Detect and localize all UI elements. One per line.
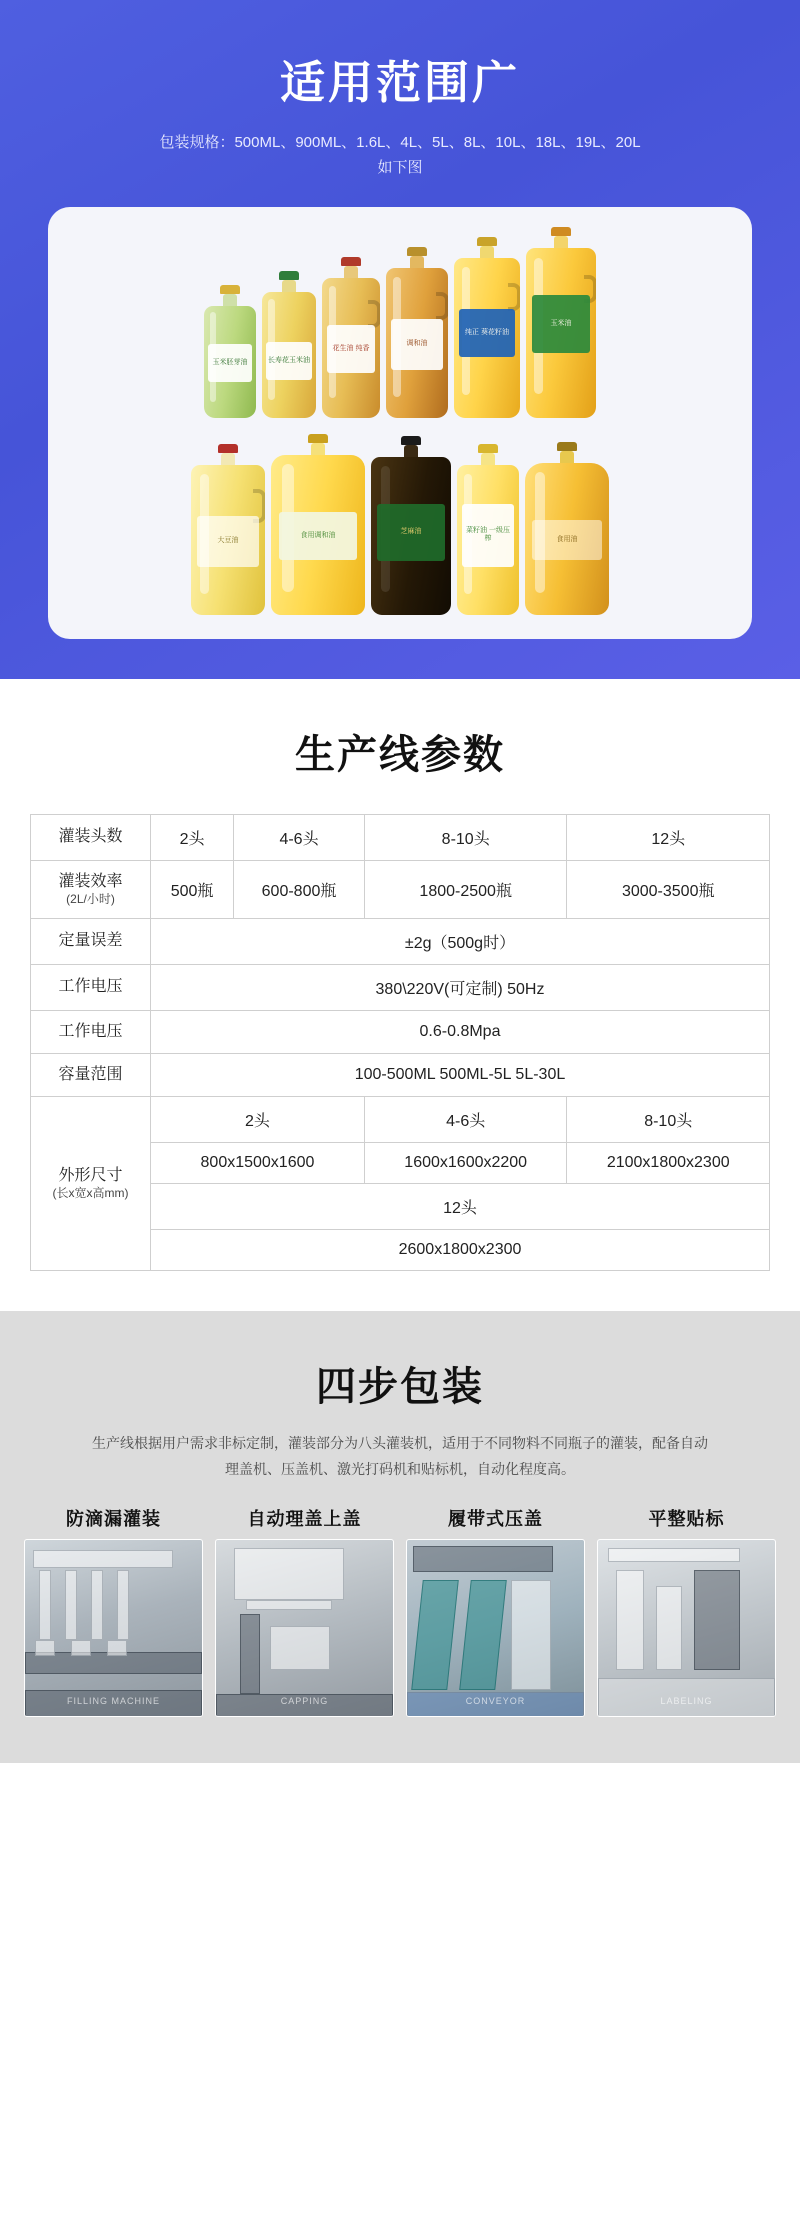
step-label-row: [24, 1505, 776, 1531]
bottle-20l-rapeseed: [457, 444, 519, 615]
photo-watermark: LABELING: [660, 1695, 713, 1706]
cell-voltage-value: 380\220V(可定制) 50Hz: [151, 964, 770, 1010]
bottle-4l-blend: [386, 247, 448, 418]
bottle-label: 玉米油: [532, 295, 591, 353]
table-row: [31, 918, 770, 964]
hero-subtitle-line2: 如下图: [377, 159, 423, 176]
bottle-18l-yellow: [271, 434, 365, 615]
bottle-label: 食用调和油: [279, 512, 358, 560]
bottle-1-6l-peanut: [322, 257, 380, 418]
cell-efficiency-3: 1800-2500瓶: [364, 860, 567, 918]
belt-capping-machine-photo: [406, 1539, 585, 1717]
bottle-label: 芝麻油: [377, 504, 444, 561]
cell-size-value-1: 800x1500x1600: [151, 1142, 365, 1183]
cell-efficiency-4: 3000-3500瓶: [567, 860, 770, 918]
bottle-8l-corn: [526, 227, 596, 418]
cell-size-head-2: 4-6头: [364, 1096, 567, 1142]
bottle-label: 长寿花玉米油: [266, 342, 311, 380]
bottle-label: 纯正 葵花籽油: [459, 309, 514, 357]
table-row: [31, 814, 770, 860]
cell-size-head-3: 8-10头: [567, 1096, 770, 1142]
step-label-3: 履带式压盖: [448, 1508, 543, 1529]
step-label-1: 防滴漏灌装: [66, 1508, 161, 1529]
bottle-500ml-green: [204, 285, 256, 418]
hero-subtitle-line1: 包装规格：500ML、900ML、1.6L、4L、5L、8L、10L、18L、19L、20L: [159, 133, 641, 151]
steps-description: 生产线根据用户需求非标定制，灌装部分为八头灌装机，适用于不同物料不同瓶子的灌装，配备自动理盖机、压盖机、激光打码机和贴标机，自动化程度高。: [92, 1434, 708, 1478]
steps-section: [0, 1311, 800, 1763]
cell-heads-1: 2头: [151, 814, 234, 860]
specification-table: [30, 814, 770, 1271]
row-label-efficiency-sub: (2L/小时): [66, 891, 115, 906]
parameters-title: 生产线参数: [295, 732, 505, 777]
steps-title: 四步包装: [316, 1364, 484, 1409]
table-row: [31, 860, 770, 918]
photo-watermark: FILLING MACHINE: [66, 1695, 161, 1706]
bottle-label: 玉米胚芽油: [208, 344, 252, 382]
step-label-4: 平整贴标: [648, 1508, 725, 1529]
step-image-row: [24, 1539, 776, 1717]
hero-section: [0, 0, 800, 679]
row-label-size-main: 外形尺寸: [58, 1166, 123, 1184]
bottle-label: 花生油 纯香: [327, 325, 376, 373]
row-label-efficiency: [31, 860, 151, 918]
photo-watermark: CAPPING: [280, 1695, 329, 1706]
labeling-machine-photo: [597, 1539, 776, 1717]
cell-size-head-12: 12头: [151, 1183, 770, 1229]
cell-pressure-value: 0.6-0.8Mpa: [151, 1010, 770, 1053]
row-label-capacity: 容量范围: [31, 1053, 151, 1096]
cell-size-head-1: 2头: [151, 1096, 365, 1142]
bottle-10l-clear: [191, 444, 265, 615]
filling-machine-photo: [24, 1539, 203, 1717]
cap-sorting-machine-photo: [215, 1539, 394, 1717]
cell-size-value-2: 1600x1600x2200: [364, 1142, 567, 1183]
cell-size-value-3: 2100x1800x2300: [567, 1142, 770, 1183]
cell-size-value-12: 2600x1800x2300: [151, 1229, 770, 1270]
bottle-label: 大豆油: [197, 516, 259, 567]
bottle-900ml-corn: [262, 271, 316, 418]
table-row: [31, 1010, 770, 1053]
step-label-2: 自动理盖上盖: [247, 1508, 362, 1529]
row-label-size-sub: (长x宽x高mm): [52, 1185, 129, 1200]
bottle-20l-amber: [525, 442, 609, 615]
row-label-size: [31, 1096, 151, 1270]
row-label-voltage: 工作电压: [31, 964, 151, 1010]
row-label-heads: 灌装头数: [31, 814, 151, 860]
bottle-label: 调和油: [391, 319, 443, 370]
table-row: [31, 1053, 770, 1096]
bottle-label: 食用油: [532, 520, 603, 560]
bottle-row-top: [60, 223, 740, 424]
bottle-label: 菜籽油 一级压榨: [462, 504, 514, 567]
bottle-5l-sunflower: [454, 237, 520, 418]
table-row: [31, 1096, 770, 1142]
cell-efficiency-1: 500瓶: [151, 860, 234, 918]
bottle-gallery-card: [48, 207, 752, 639]
bottle-row-bottom: [60, 424, 740, 621]
cell-efficiency-2: 600-800瓶: [234, 860, 365, 918]
page-title: 适用范围广: [279, 57, 520, 108]
parameters-section: [0, 679, 800, 1311]
cell-capacity-value: 100-500ML 500ML-5L 5L-30L: [151, 1053, 770, 1096]
row-label-pressure: 工作电压: [31, 1010, 151, 1053]
bottle-19l-dark: [371, 436, 451, 615]
table-row: [31, 964, 770, 1010]
cell-heads-2: 4-6头: [234, 814, 365, 860]
row-label-error: 定量误差: [31, 918, 151, 964]
cell-error-value: ±2g（500g时）: [151, 918, 770, 964]
cell-heads-4: 12头: [567, 814, 770, 860]
cell-heads-3: 8-10头: [364, 814, 567, 860]
hero-subtitle: [30, 130, 770, 181]
row-label-efficiency-main: 灌装效率: [58, 872, 123, 890]
photo-watermark: CONVEYOR: [465, 1695, 526, 1706]
